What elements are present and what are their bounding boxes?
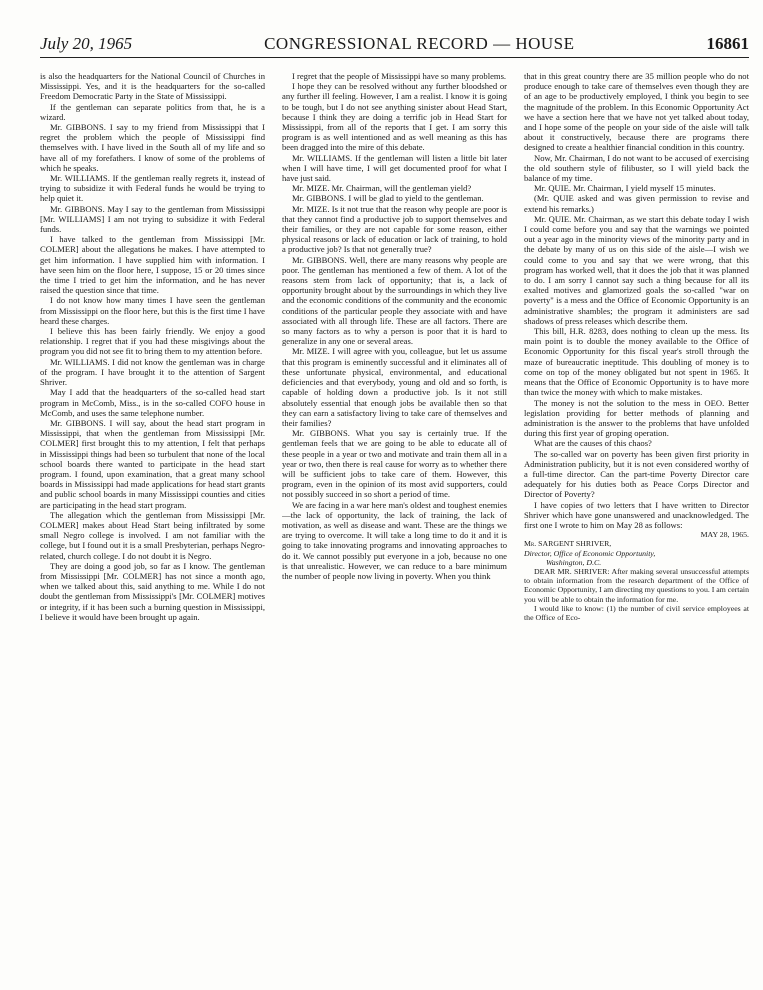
header-title: CONGRESSIONAL RECORD — HOUSE	[264, 34, 575, 53]
text-columns	[40, 71, 749, 979]
paragraph: Mr. MIZE. Mr. Chairman, will the gentleman yield?	[292, 183, 472, 194]
paragraph: Mr. GIBBONS. I will be glad to yield to the gentleman.	[292, 193, 484, 204]
paragraph: This bill, H.R. 8283, does nothing to clean up the mess. Its main point is to double the money available to the Office of Economic Opportunity for this fiscal year's stroll through the maze of bureaucratic ineptitude. This doubling of money is to come on top of the money obligated but not spent in 1965. It means that the Office of Economic Opportunity is to have more than twice the money with which to make mistakes.	[524, 326, 749, 398]
letter-city: Washington, D.C.	[546, 557, 602, 567]
paragraph: I do not know how many times I have seen the gentleman from Mississippi on the floor here, but this is the first time I have heard these charges.	[40, 295, 265, 326]
paragraph: If the gentleman can separate politics from that, he is a wizard.	[40, 101, 265, 122]
paragraph: The money is not the solution to the mess in OEO. Better legislation providing for better methods of planning and administration is the answer to the problems that have unfolded during this first year of groping operation.	[524, 397, 749, 439]
paragraph: Mr. GIBBONS. May I say to the gentleman from Mississippi [Mr. WILLIAMS] I am not trying to subsidize it with Federal funds.	[40, 203, 265, 235]
paragraph: (Mr. QUIE asked and was given permission to revise and extend his remarks.)	[524, 193, 749, 214]
page-header	[40, 18, 749, 58]
paragraph: Mr. MIZE. Is it not true that the reason why people are poor is that they cannot find a productive job to support themselves and their families, or they are not capable for some reason, either physical reasons or lack of education or lack of training, to hold a productive job? Is that not generally true?	[282, 203, 507, 255]
paragraph: Mr. QUIE. Mr. Chairman, as we start this debate today I wish I could come before you and say that the warnings we pointed out a year ago in the minority views of the minority party and in the debate by many of us on this side of the aisle—I wish we could come to you and say that we were wrong, that this program has worked well, that it does the job that it was planned to do. I am sorry I cannot say such a thing because for all its exalted motives and glamorized goals the so-called "war on poverty" is a mess and the Office of Economic Opportunity is an administrative shambles; the program it administers are sad shadows of press releases which describe them.	[524, 213, 749, 326]
paragraph: Mr. GIBBONS. I say to my friend from Mississippi that I regret the problem which the people of Mississippi find themselves with. I have lived in the South all of my life and so have all of my forefathers. I know of some of the problems of which he speaks.	[40, 122, 265, 173]
column-1	[40, 71, 265, 979]
paragraph: The allegation which the gentleman from Mississippi [Mr. COLMER] makes about Head Start being infiltrated by some small Negro college is involved. I am not familiar with the college, but I found out it is a small Presbyterian, perhaps Negro-related, church college. I do not doubt it is Negro.	[40, 509, 265, 561]
column-3	[524, 71, 749, 979]
column-2	[282, 71, 507, 979]
letter-title: Director, Office of Economic Opportunity,	[524, 548, 656, 558]
paragraph: I have talked to the gentleman from Mississippi [Mr. COLMER] about the allegations he makes. I have attempted to get him information. I have supplied him with information. I have seen him on the floor here, I suppose, 15 or 20 times since the time I tried to get him the information, and he has never raised the question since that time.	[40, 234, 265, 296]
paragraph: May I add that the headquarters of the so-called head start program in McComb, Miss., is in the so-called COFO house in McComb, and uses the same telephone number.	[40, 387, 265, 418]
paragraph: Now, Mr. Chairman, I do not want to be accused of exercising the old southern style of filibuster, so I will yield back the balance of my time.	[524, 152, 749, 184]
paragraph: that in this great country there are 35 million people who do not produce enough to take care of themselves even though they are of an age to be productively employed, I think you begin to see the magnitude of the problem. In this Economic Opportunity Act we have a section here that we have not yet talked about today, and I hope some of the people on your side of the aisle will talk about it constructively, because there are programs there designed to create a healthier financial condition in this country.	[524, 71, 749, 153]
header-page-number: 16861	[706, 34, 749, 53]
paragraph: I believe this has been fairly friendly. We enjoy a good relationship. I regret that if you had these misgivings about the program you did not see fit to bring them to my attention before.	[40, 326, 265, 357]
paragraph: Mr. GIBBONS. I will say, about the head start program in Mississippi, that when the gentleman from Mississippi [Mr. COLMER] first brought this to my attention, I felt that perhaps in Mississippi things had been so turbulent that none of the local school boards there wanted to participate in the head start program. I found, upon examination, that a great many school boards in Mississippi had made applications for head start grants and public school boards in many Mississippi counties and cities are participating in the head start program.	[40, 417, 265, 510]
paragraph: Mr. WILLIAMS. If the gentleman really regrets it, instead of trying to subsidize it with Federal funds he would be trying to help quiet it.	[40, 173, 265, 204]
paragraph: They are doing a good job, so far as I know. The gentleman from Mississippi [Mr. COLMER] has not since a month ago, when we talked about this, said anything to me. While I do not doubt the gentleman from Mississippi's [Mr. COLMER] motives or integrity, if it has been such a burning question in Mississippi, I believe it would have been brought up again.	[40, 560, 265, 622]
letter-addressee: Mr. SARGENT SHRIVER,	[524, 539, 612, 549]
paragraph: I have copies of two letters that I have written to Director Shriver which have gone unanswered and unacknowledged. The first one I wrote to him on May 28 as follows:	[524, 499, 749, 530]
paragraph: What are the causes of this chaos?	[534, 438, 652, 449]
paragraph: is also the headquarters for the National Council of Churches in Mississippi. Yes, and it is the headquarters for the so-called Freedom Democratic Party in the State of Mississippi.	[40, 71, 265, 102]
letter-paragraph: DEAR MR. SHRIVER: After making several unsuccessful attempts to obtain information from the research department of the Office of Economic Opportunity, I am directing my questions to you. I am certain you will be able to obtain the information for me.	[524, 566, 749, 604]
header-date: July 20, 1965	[40, 34, 133, 53]
paragraph: Mr. MIZE. I will agree with you, colleague, but let us assume that this program is eminently successful and it eliminates all of these unfortunate physical, environmental, and educational deficiencies and that everybody, young and old and so forth, is capable of holding down a productive job. Is it not still absolutely essential that enough jobs be available then so that they can earn a satisfactory living to take care of themselves and their families?	[282, 346, 507, 428]
paragraph: We are facing in a war here man's oldest and toughest enemies—the lack of opportunity, the lack of training, the lack of motivation, as well as disease and want. These are the things we are trying to overcome. It will take a long time to do it and it is going to take innovating programs and innovating approaches to do it. We cannot possibly put everyone in a job, because no one is that unrealistic. However, we can reduce to a bare minimum the number of people now living in poverty. When you think	[282, 499, 507, 581]
paragraph: Mr. WILLIAMS. If the gentleman will listen a little bit later when I will have time, I will get documented proof for what I have just said.	[282, 152, 507, 184]
paragraph: Mr. QUIE. Mr. Chairman, I yield myself 15 minutes.	[534, 183, 716, 194]
letter-paragraph: I would like to know: (1) the number of civil service employees at the Office of Eco-	[524, 603, 749, 622]
paragraph: The so-called war on poverty has been given first priority in Administration publicity, but it is not even considered worthy of a full-time director. Can the part-time Poverty Director care adequately for his duties both as Peace Corps Director and Director of Poverty?	[524, 448, 749, 500]
letter-date: MAY 28, 1965.	[700, 530, 749, 540]
paragraph: Mr. GIBBONS. Well, there are many reasons why people are poor. The gentleman has mentioned a few of them. A lot of the reasons stem from lack of opportunity; that is, a lack of opportunity brought about by the surroundings in which they live and the economic conditions of the community and the economic conditions of the particular people they associate with and have associated with all through life. These are all factors. There are so many factors as to why a person is poor that it is hard to generalize in any one or several areas.	[282, 254, 507, 347]
paragraph: Mr. WILLIAMS. I did not know the gentleman was in charge of the program. I have brought it to the attention of Sargent Shriver.	[40, 356, 265, 388]
paragraph: Mr. GIBBONS. What you say is certainly true. If the gentleman feels that we are going to be able to educate all of these people in a year or two and motivate and train them all in a year or two, then there is real cause for worry as to whether there will be sufficient jobs to take care of them. However, this program, even in the opinion of its most avid supporters, could not possibly succeed in so short a period of time.	[282, 428, 507, 500]
paragraph: I regret that the people of Mississippi have so many problems.	[292, 71, 507, 81]
paragraph: I hope they can be resolved without any further bloodshed or any further ill feeling. However, I am a realist. I know it is going to be tough, but I do not see anything sinister about Head Start, because I think they are doing a terrific job in Head Start for Mississippi, from all of the reports that I get. I am sorry this program is as well intentioned and as well meaning as this has been dragged into the mire of this debate.	[282, 81, 507, 153]
